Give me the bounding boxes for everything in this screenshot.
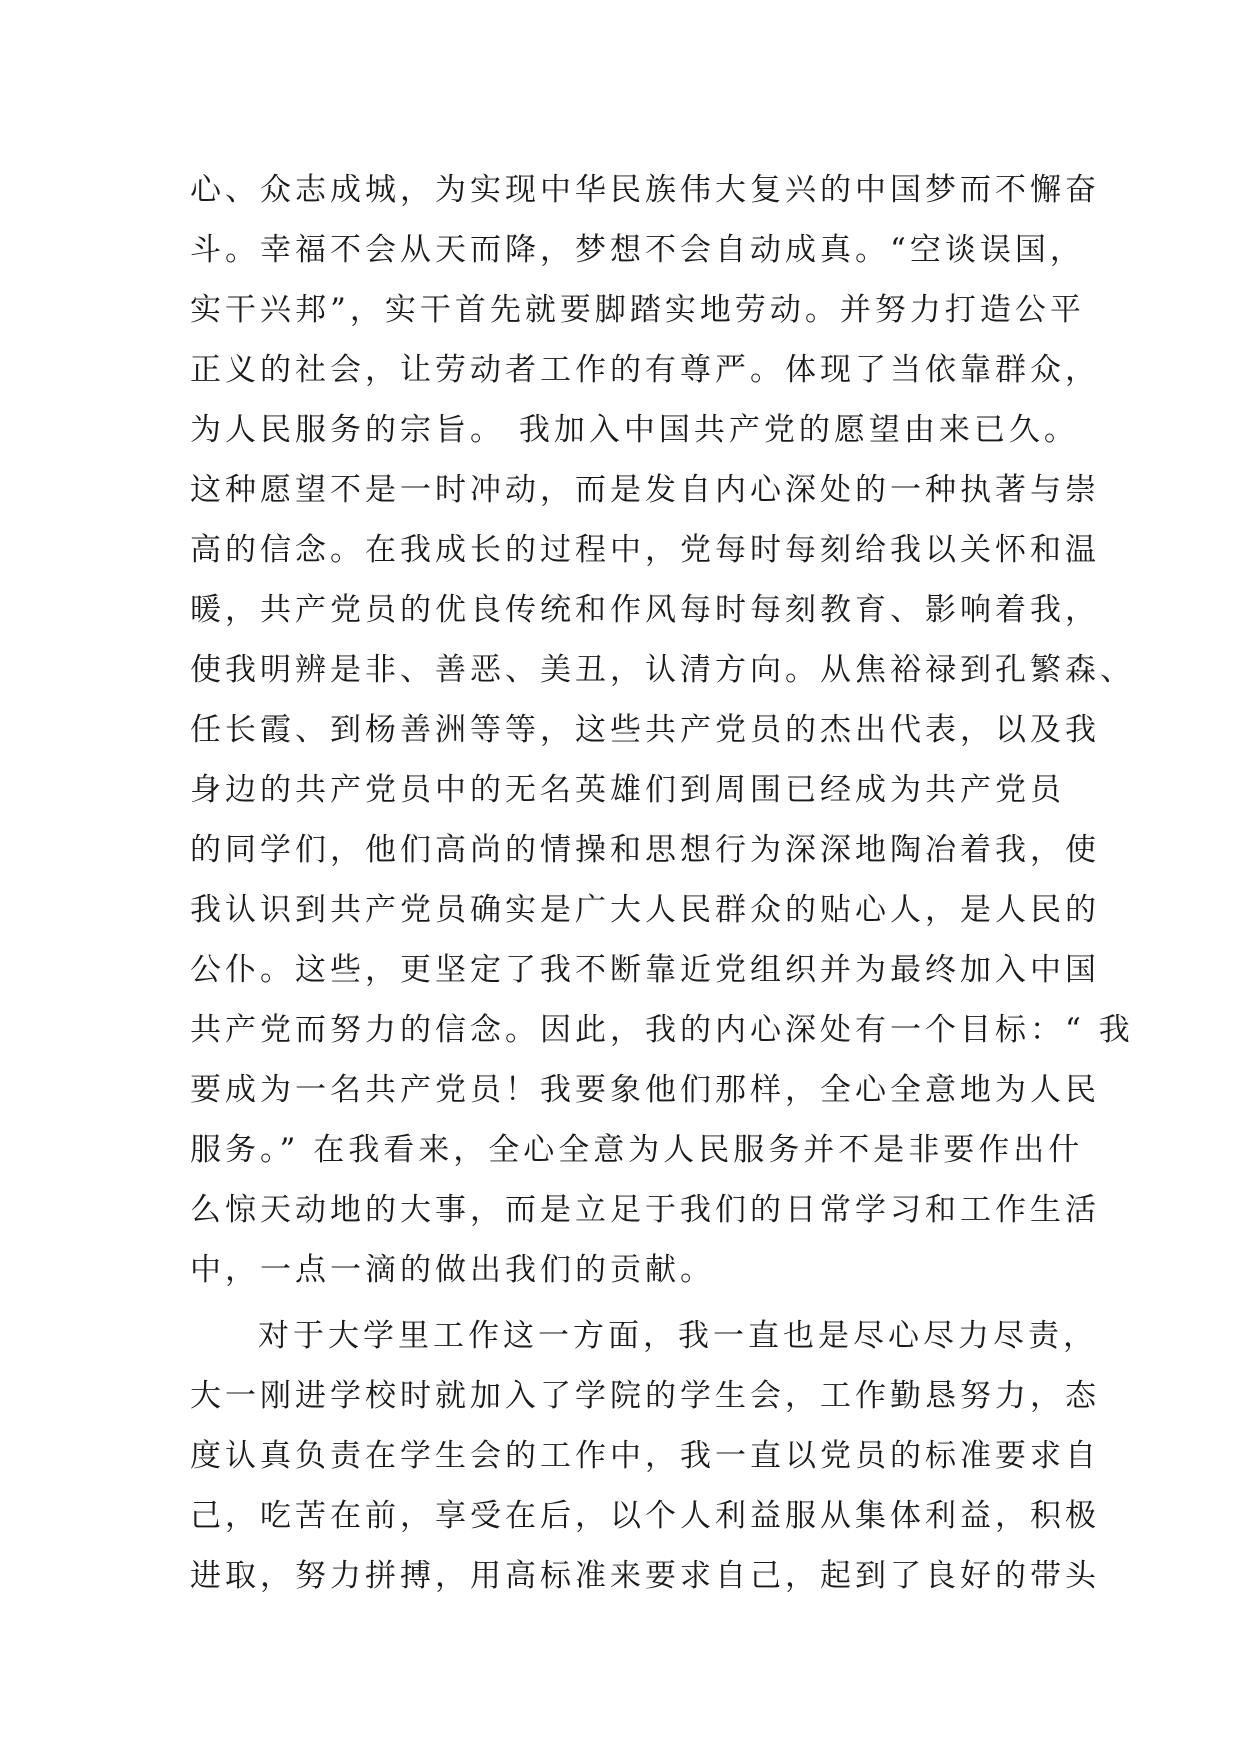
text-line: 正义的社会，让劳动者工作的有尊严。体现了当依靠群众，: [190, 352, 1100, 388]
text-line: 中，一点一滴的做出我们的贡献。: [190, 1252, 715, 1288]
text-line: 这种愿望不是一时冲动，而是发自内心深处的一种执著与崇: [190, 472, 1100, 508]
text-line: 么惊天动地的大事，而是立足于我们的日常学习和工作生活: [190, 1192, 1100, 1228]
text-line: 对于大学里工作这一方面，我一直也是尽心尽力尽责，: [258, 1318, 1098, 1354]
text-line: 度认真负责在学生会的工作中，我一直以党员的标准要求自: [190, 1438, 1100, 1474]
text-line: 高的信念。在我成长的过程中，党每时每刻给我以关怀和温: [190, 532, 1100, 568]
text-line: 使我明辨是非、善恶、美丑，认清方向。从焦裕禄到孔繁森、: [190, 652, 1135, 688]
text-line: 身边的共产党员中的无名英雄们到周围已经成为共产党员: [190, 772, 1065, 808]
text-line: 公仆。这些，更坚定了我不断靠近党组织并为最终加入中国: [190, 952, 1100, 988]
text-line: 服务。” 在我看来，全心全意为人民服务并不是非要作出什: [190, 1132, 1084, 1168]
text-line: 己，吃苦在前，享受在后，以个人利益服从集体利益，积极: [190, 1498, 1100, 1534]
text-line: 斗。幸福不会从天而降，梦想不会自动成真。“空谈误国，: [190, 232, 1085, 268]
text-line: 任长霞、到杨善洲等等，这些共产党员的杰出代表，以及我: [190, 712, 1100, 748]
text-line: 进取，努力拼搏，用高标准来要求自己，起到了良好的带头: [190, 1558, 1100, 1594]
text-line: 我认识到共产党员确实是广大人民群众的贴心人，是人民的: [190, 892, 1100, 928]
text-line: 要成为一名共产党员！我要象他们那样，全心全意地为人民: [190, 1072, 1100, 1108]
text-line: 实干兴邦”，实干首先就要脚踏实地劳动。并努力打造公平: [190, 292, 1085, 328]
paragraph-1: [190, 160, 1135, 1300]
text-line: 大一刚进学校时就加入了学院的学生会，工作勤恳努力，态: [190, 1378, 1100, 1414]
text-line: 的同学们，他们高尚的情操和思想行为深深地陶冶着我，使: [190, 832, 1100, 868]
text-line: 为人民服务的宗旨。 我加入中国共产党的愿望由来已久。: [190, 412, 1079, 448]
text-line: 共产党而努力的信念。因此，我的内心深处有一个目标：“ 我: [190, 1012, 1134, 1048]
text-line: 暖，共产党员的优良传统和作风每时每刻教育、影响着我，: [190, 592, 1100, 628]
body-text: [190, 160, 1135, 1606]
paragraph-2: [190, 1306, 1100, 1606]
text-line: 心、众志成城，为实现中华民族伟大复兴的中国梦而不懈奋: [190, 172, 1100, 208]
